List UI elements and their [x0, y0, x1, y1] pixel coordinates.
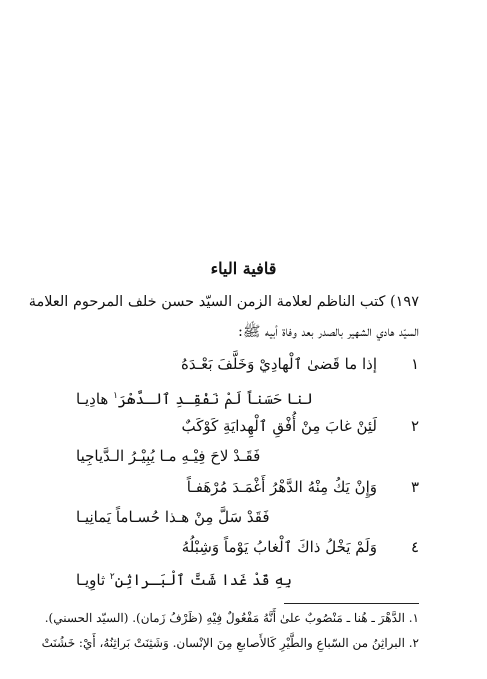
verse-first-hemistich: لَئِنْ غابَ مِنْ أُفْقِ ٱلْهِدايَةِ كَوْكَبٌ: [181, 417, 377, 435]
hemistich-text: بِهِ قَدْ غَدا شَتَّ ٱلْبَـراثِنِ: [114, 571, 293, 589]
hemistich-end: ثاوِيـا: [76, 571, 110, 589]
section-heading: قافية الياء: [210, 259, 277, 278]
verse-4-second-row: [40, 565, 419, 593]
verse-second-hemistich: فَقَـدْ لاحَ فِيْـهِ مـا يُبِيْـرُ الـدَّياجِيا: [76, 447, 261, 465]
verse-number: ١: [410, 355, 419, 373]
verse-number: ٤: [410, 538, 419, 556]
hemistich-text: لنا حَسَناً لَمْ نَفْقِـدِ ٱلـدَّهْرَ: [117, 390, 313, 408]
verse-4-first-row: [40, 535, 419, 563]
verse-second-hemistich: فَقَدْ سَلَّ مِنْ هـذا حُسـاماً يَمانِيـا: [76, 508, 270, 526]
footnote-1: ١. الدَّهْرَ ـ هُنا ـ مَنْصُوبٌ علىٰ أَنَّهُ مَفْعُولٌ فِيْهِ (ظَرْفُ زَمان). (السيّد الحسني).: [44, 611, 419, 625]
footnote-divider: [284, 603, 419, 604]
verse-2-first-row: [40, 414, 419, 442]
verse-number: ٣: [410, 478, 419, 496]
footnote-2: ٢. البراثِنُ من السّباعِ والطَّيْرِ كَالأَصابعِ مِنَ الإنْسان. وَشَثِنَتْ بَراثِنُهُ، أَيْ: خَشُنَتْ: [41, 636, 419, 650]
intro-line-2: السيّد هادي الشهير بالصدر بعد وفاة أبيه ﷺ:: [238, 324, 419, 340]
verse-first-hemistich: إذا ما قَضىٰ ٱلْهادِيْ وَخَلَّفَ بَعْـدَهُ: [181, 355, 377, 373]
intro-line-1: ١٩٧) كتب الناظم لعلامة الزمن السيّد حسن خلف المرحوم العلامة: [28, 294, 419, 310]
verse-first-hemistich: وَإِنْ يَكُ مِنْهُ الدَّهْرُ أَغْمَـدَ مُرْهَفـاً: [186, 478, 377, 496]
footnote-ref: ٢: [109, 572, 115, 582]
verse-number: ٢: [410, 417, 419, 435]
verse-first-hemistich: وَلَمْ يَخْلُ ذاكَ ٱلْغابُ يَوْماً وَشِبْلُهُ: [181, 538, 377, 556]
verse-2-second-row: [40, 444, 419, 472]
verse-second-hemistich: [76, 565, 292, 592]
verse-1-first-row: [40, 352, 419, 380]
hemistich-end: هادِيـا: [76, 390, 114, 408]
verse-3-second-row: [40, 505, 419, 533]
verse-second-hemistich: [76, 384, 313, 411]
footnote-ref: ١: [113, 391, 118, 401]
verse-3-first-row: [40, 475, 419, 503]
verse-1-second-row: [40, 384, 419, 412]
